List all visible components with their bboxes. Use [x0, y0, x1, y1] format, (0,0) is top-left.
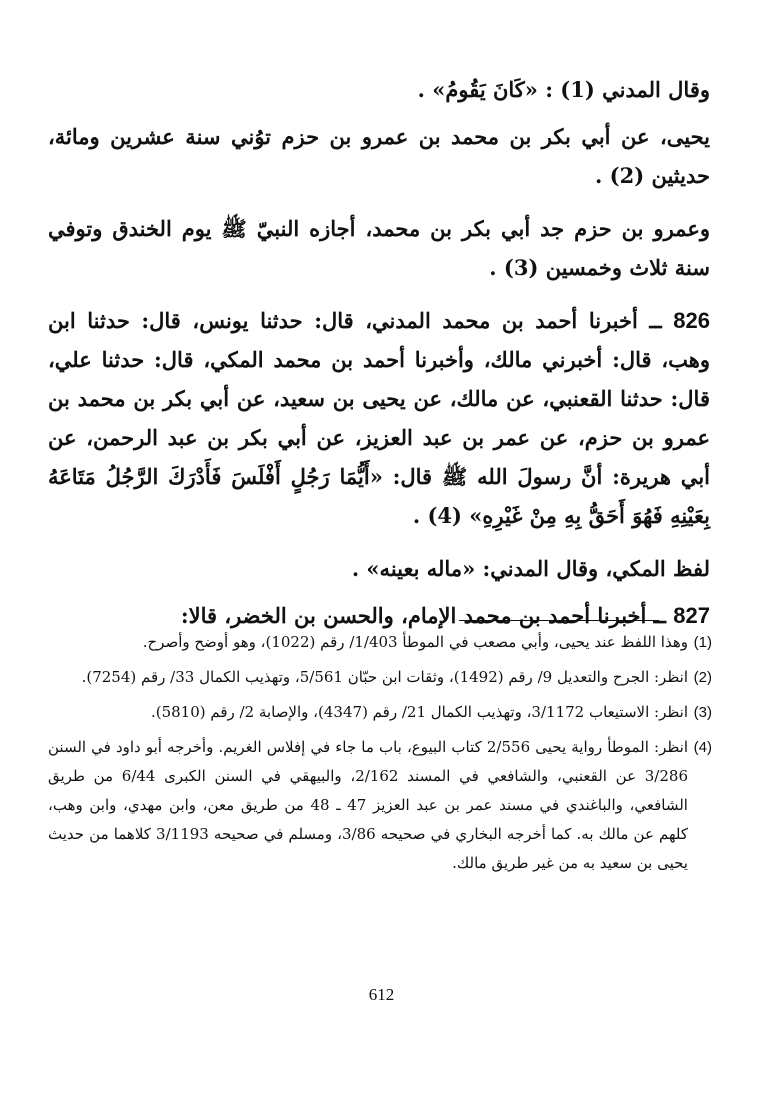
hadith-number: 827: [673, 603, 710, 628]
footnote: [48, 663, 712, 692]
paragraph-wording-note: لفظ المكي، وقال المدني: «ماله بعينه» .: [351, 556, 710, 581]
footnotes: [48, 628, 712, 884]
page-number: 612: [368, 985, 395, 1004]
footnote: [48, 733, 712, 878]
footnote: [48, 628, 712, 657]
paragraph-madani-wording: وقال المدني (1) : «كَانَ يَقُومُ» .: [417, 77, 710, 102]
footnote-text: انظر: الموطأ رواية يحيى 2/556 كتاب البيوع، باب ما جاء في إفلاس الغريم. وأخرجه أبو داود في السنن 3/286 عن القعنبي، والشافعي في المسند 2/162، والبيهقي في السنن الكبرى 6/44 من طريق الشافعي، والباغندي في مسند عمر بن عبد العزيز 47 ـ 48 من طريق معن، وابن مهدي، وابن وهب، كلهم عن مالك به. كما أخرجه البخاري في صحيحه 3/86، ومسلم في صحيحه 3/1193 كلاهما من حديث يحيى بن سعيد به من غير طريق مالك.: [48, 738, 688, 872]
footnote-text: انظر: الاستيعاب 3/1172، وتهذيب الكمال 21/ رقم (4347)، والإصابة 2/ رقم (5810).: [150, 703, 688, 721]
footnote-number: (4): [693, 739, 712, 756]
footnote-text: وهذا اللفظ عند يحيى، وأبي مصعب في الموطأ 1/403/ رقم (1022)، وهو أوضح وأصرح.: [142, 633, 688, 651]
hadith-826: [48, 301, 710, 535]
main-text: [48, 70, 710, 649]
paragraph-amr-biography: وعمرو بن حزم جد أبي بكر بن محمد، أجازه النبيّ ﷺ يوم الخندق وتوفي سنة ثلاث وخمسين (3) .: [48, 216, 710, 280]
hadith-number: 826: [673, 308, 711, 333]
hadith-text: ــ أخبرنا أحمد بن محمد المدني، قال: حدثنا يونس، قال: حدثنا ابن وهب، قال: أخبرني مالك، وأخبرنا أحمد بن محمد المكي، قال: حدثنا علي، قال: حدثنا القعنبي، عن مالك، عن يحيى بن سعيد، عن أبي بكر بن محمد بن عمرو بن حزم، عن عمر بن عبد العزيز، عن أبي بكر بن عبد الرحمن، عن أبي هريرة: أنَّ رسولَ الله ﷺ قال: «أَيُّمَا رَجُلٍ أَفْلَسَ فَأَدْرَكَ الرَّجُلُ مَتَاعَهُ بِعَيْنِهِ فَهُوَ أَحَقُّ بِهِ مِنْ غَيْرِهِ» (4) .: [48, 308, 710, 528]
footnote-number: (1): [693, 634, 712, 651]
paragraph-yahya-biography: يحيى، عن أبي بكر بن محمد بن عمرو بن حزم توُني سنة عشرين ومائة، حديثين (2) .: [48, 124, 710, 188]
footnote-number: (3): [693, 704, 712, 721]
footnote-separator: [459, 620, 659, 621]
footnote: [48, 698, 712, 727]
footnote-number: (2): [693, 669, 712, 686]
hadith-text: ــ أخبرنا أحمد بن محمد الإمام، والحسن بن الخضر، قالا:: [180, 603, 666, 628]
footnote-text: انظر: الجرح والتعديل 9/ رقم (1492)، وثقات ابن حبّان 5/561، وتهذيب الكمال 33/ رقم (7254).: [81, 668, 688, 686]
